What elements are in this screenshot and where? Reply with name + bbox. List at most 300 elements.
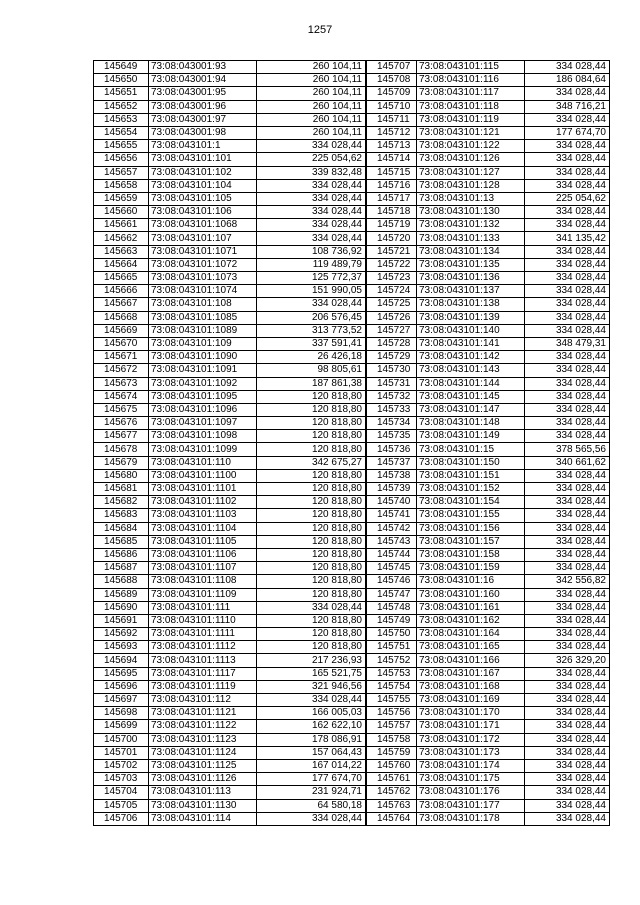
row-number-cell: 145668 <box>94 311 149 324</box>
value-cell: 225 054,62 <box>525 192 610 205</box>
value-cell: 334 028,44 <box>257 232 366 245</box>
value-cell: 334 028,44 <box>525 219 610 232</box>
cadastral-number-cell: 73:08:043101:1089 <box>149 324 257 337</box>
row-number-cell: 145763 <box>367 799 417 812</box>
value-cell: 162 622,10 <box>257 720 366 733</box>
table-row <box>94 100 366 113</box>
cadastral-number-cell: 73:08:043101:118 <box>417 100 525 113</box>
row-number-cell: 145741 <box>367 509 417 522</box>
value-cell: 334 028,44 <box>525 773 610 786</box>
value-cell: 334 028,44 <box>525 667 610 680</box>
table-row <box>367 153 610 166</box>
row-number-cell: 145696 <box>94 680 149 693</box>
row-number-cell: 145748 <box>367 601 417 614</box>
cadastral-number-cell: 73:08:043101:133 <box>417 232 525 245</box>
table-row <box>367 337 610 350</box>
row-number-cell: 145699 <box>94 720 149 733</box>
value-cell: 334 028,44 <box>257 812 366 825</box>
row-number-cell: 145746 <box>367 575 417 588</box>
table-row <box>367 443 610 456</box>
value-cell: 334 028,44 <box>525 733 610 746</box>
page-number: 1257 <box>307 24 333 36</box>
value-cell: 342 675,27 <box>257 456 366 469</box>
right-table-body <box>367 61 610 826</box>
value-cell: 326 329,20 <box>525 654 610 667</box>
row-number-cell: 145730 <box>367 364 417 377</box>
value-cell: 177 674,70 <box>525 126 610 139</box>
cadastral-number-cell: 73:08:043101:162 <box>417 614 525 627</box>
value-cell: 120 818,80 <box>257 588 366 601</box>
cadastral-number-cell: 73:08:043101:111 <box>149 601 257 614</box>
table-row <box>94 654 366 667</box>
row-number-cell: 145719 <box>367 219 417 232</box>
table-row <box>367 285 610 298</box>
row-number-cell: 145701 <box>94 746 149 759</box>
row-number-cell: 145697 <box>94 694 149 707</box>
value-cell: 334 028,44 <box>525 285 610 298</box>
table-row <box>367 680 610 693</box>
value-cell: 334 028,44 <box>525 403 610 416</box>
cadastral-number-cell: 73:08:043101:165 <box>417 641 525 654</box>
cadastral-number-cell: 73:08:043101:1119 <box>149 680 257 693</box>
value-cell: 334 028,44 <box>525 614 610 627</box>
row-number-cell: 145655 <box>94 140 149 153</box>
row-number-cell: 145732 <box>367 390 417 403</box>
value-cell: 339 832,48 <box>257 166 366 179</box>
cadastral-number-cell: 73:08:043101:110 <box>149 456 257 469</box>
row-number-cell: 145729 <box>367 351 417 364</box>
cadastral-number-cell: 73:08:043101:130 <box>417 206 525 219</box>
table-row <box>367 351 610 364</box>
value-cell: 206 576,45 <box>257 311 366 324</box>
table-row <box>94 456 366 469</box>
table-row <box>367 588 610 601</box>
row-number-cell: 145709 <box>367 87 417 100</box>
cadastral-number-cell: 73:08:043101:1073 <box>149 272 257 285</box>
cadastral-number-cell: 73:08:043101:1068 <box>149 219 257 232</box>
table-row <box>367 601 610 614</box>
cadastral-number-cell: 73:08:043101:114 <box>149 812 257 825</box>
right-cadastral-table <box>366 60 610 826</box>
row-number-cell: 145650 <box>94 74 149 87</box>
table-row <box>94 641 366 654</box>
row-number-cell: 145761 <box>367 773 417 786</box>
row-number-cell: 145693 <box>94 641 149 654</box>
row-number-cell: 145742 <box>367 522 417 535</box>
cadastral-number-cell: 73:08:043101:164 <box>417 628 525 641</box>
table-row <box>94 588 366 601</box>
cadastral-number-cell: 73:08:043101:117 <box>417 87 525 100</box>
table-row <box>94 773 366 786</box>
table-row <box>94 575 366 588</box>
cadastral-number-cell: 73:08:043101:151 <box>417 469 525 482</box>
table-row <box>94 535 366 548</box>
row-number-cell: 145679 <box>94 456 149 469</box>
row-number-cell: 145718 <box>367 206 417 219</box>
cadastral-number-cell: 73:08:043101:148 <box>417 417 525 430</box>
row-number-cell: 145675 <box>94 403 149 416</box>
value-cell: 334 028,44 <box>525 746 610 759</box>
row-number-cell: 145713 <box>367 140 417 153</box>
row-number-cell: 145717 <box>367 192 417 205</box>
row-number-cell: 145672 <box>94 364 149 377</box>
row-number-cell: 145751 <box>367 641 417 654</box>
cadastral-number-cell: 73:08:043101:135 <box>417 258 525 271</box>
value-cell: 167 014,22 <box>257 759 366 772</box>
row-number-cell: 145710 <box>367 100 417 113</box>
row-number-cell: 145721 <box>367 245 417 258</box>
value-cell: 334 028,44 <box>257 694 366 707</box>
value-cell: 120 818,80 <box>257 614 366 627</box>
table-row <box>367 575 610 588</box>
cadastral-number-cell: 73:08:043001:96 <box>149 100 257 113</box>
row-number-cell: 145755 <box>367 694 417 707</box>
cadastral-number-cell: 73:08:043101:1124 <box>149 746 257 759</box>
row-number-cell: 145684 <box>94 522 149 535</box>
table-row <box>94 562 366 575</box>
value-cell: 334 028,44 <box>525 786 610 799</box>
cadastral-number-cell: 73:08:043101:160 <box>417 588 525 601</box>
table-row <box>367 759 610 772</box>
row-number-cell: 145660 <box>94 206 149 219</box>
row-number-cell: 145694 <box>94 654 149 667</box>
table-row <box>367 641 610 654</box>
row-number-cell: 145706 <box>94 812 149 825</box>
row-number-cell: 145724 <box>367 285 417 298</box>
table-row <box>94 417 366 430</box>
row-number-cell: 145764 <box>367 812 417 825</box>
cadastral-number-cell: 73:08:043101:1112 <box>149 641 257 654</box>
cadastral-number-cell: 73:08:043101:150 <box>417 456 525 469</box>
value-cell: 334 028,44 <box>257 140 366 153</box>
row-number-cell: 145662 <box>94 232 149 245</box>
row-number-cell: 145726 <box>367 311 417 324</box>
table-row <box>94 337 366 350</box>
table-row <box>94 219 366 232</box>
row-number-cell: 145659 <box>94 192 149 205</box>
value-cell: 334 028,44 <box>525 694 610 707</box>
table-row <box>94 694 366 707</box>
table-row <box>367 403 610 416</box>
table-row <box>367 192 610 205</box>
table-row <box>367 324 610 337</box>
table-row <box>367 562 610 575</box>
cadastral-number-cell: 73:08:043101:16 <box>417 575 525 588</box>
value-cell: 334 028,44 <box>525 496 610 509</box>
table-row <box>367 707 610 720</box>
row-number-cell: 145735 <box>367 430 417 443</box>
row-number-cell: 145731 <box>367 377 417 390</box>
table-row <box>367 298 610 311</box>
table-row <box>367 179 610 192</box>
cadastral-number-cell: 73:08:043101:175 <box>417 773 525 786</box>
cadastral-number-cell: 73:08:043101:119 <box>417 113 525 126</box>
cadastral-number-cell: 73:08:043101:142 <box>417 351 525 364</box>
value-cell: 186 084,64 <box>525 74 610 87</box>
value-cell: 334 028,44 <box>525 377 610 390</box>
cadastral-number-cell: 73:08:043101:108 <box>149 298 257 311</box>
value-cell: 120 818,80 <box>257 483 366 496</box>
cadastral-number-cell: 73:08:043101:1130 <box>149 799 257 812</box>
cadastral-number-cell: 73:08:043101:132 <box>417 219 525 232</box>
cadastral-number-cell: 73:08:043101:1122 <box>149 720 257 733</box>
row-number-cell: 145702 <box>94 759 149 772</box>
row-number-cell: 145676 <box>94 417 149 430</box>
row-number-cell: 145666 <box>94 285 149 298</box>
cadastral-number-cell: 73:08:043101:149 <box>417 430 525 443</box>
row-number-cell: 145728 <box>367 337 417 350</box>
value-cell: 342 556,82 <box>525 575 610 588</box>
value-cell: 26 426,18 <box>257 351 366 364</box>
value-cell: 165 521,75 <box>257 667 366 680</box>
table-row <box>94 258 366 271</box>
table-row <box>94 509 366 522</box>
cadastral-number-cell: 73:08:043101:134 <box>417 245 525 258</box>
table-row <box>94 680 366 693</box>
cadastral-number-cell: 73:08:043101:1074 <box>149 285 257 298</box>
value-cell: 157 064,43 <box>257 746 366 759</box>
value-cell: 260 104,11 <box>257 61 366 74</box>
cadastral-number-cell: 73:08:043101:15 <box>417 443 525 456</box>
row-number-cell: 145759 <box>367 746 417 759</box>
row-number-cell: 145665 <box>94 272 149 285</box>
cadastral-number-cell: 73:08:043101:126 <box>417 153 525 166</box>
row-number-cell: 145670 <box>94 337 149 350</box>
value-cell: 341 135,42 <box>525 232 610 245</box>
row-number-cell: 145692 <box>94 628 149 641</box>
value-cell: 340 661,62 <box>525 456 610 469</box>
table-row <box>94 166 366 179</box>
row-number-cell: 145691 <box>94 614 149 627</box>
cadastral-number-cell: 73:08:043101:1111 <box>149 628 257 641</box>
row-number-cell: 145734 <box>367 417 417 430</box>
value-cell: 334 028,44 <box>525 61 610 74</box>
table-row <box>94 232 366 245</box>
table-row <box>367 272 610 285</box>
row-number-cell: 145681 <box>94 483 149 496</box>
row-number-cell: 145651 <box>94 87 149 100</box>
value-cell: 260 104,11 <box>257 100 366 113</box>
cadastral-number-cell: 73:08:043101:140 <box>417 324 525 337</box>
cadastral-number-cell: 73:08:043101:1105 <box>149 535 257 548</box>
row-number-cell: 145669 <box>94 324 149 337</box>
row-number-cell: 145703 <box>94 773 149 786</box>
cadastral-number-cell: 73:08:043101:1091 <box>149 364 257 377</box>
value-cell: 334 028,44 <box>525 140 610 153</box>
row-number-cell: 145685 <box>94 535 149 548</box>
value-cell: 334 028,44 <box>525 324 610 337</box>
value-cell: 334 028,44 <box>525 272 610 285</box>
value-cell: 348 479,31 <box>525 337 610 350</box>
value-cell: 120 818,80 <box>257 443 366 456</box>
table-row <box>367 456 610 469</box>
value-cell: 217 236,93 <box>257 654 366 667</box>
cadastral-number-cell: 73:08:043101:107 <box>149 232 257 245</box>
cadastral-number-cell: 73:08:043101:102 <box>149 166 257 179</box>
table-row <box>94 351 366 364</box>
table-row <box>367 509 610 522</box>
value-cell: 177 674,70 <box>257 773 366 786</box>
value-cell: 187 861,38 <box>257 377 366 390</box>
value-cell: 334 028,44 <box>257 298 366 311</box>
cadastral-number-cell: 73:08:043101:158 <box>417 548 525 561</box>
table-row <box>94 61 366 74</box>
value-cell: 334 028,44 <box>525 258 610 271</box>
row-number-cell: 145657 <box>94 166 149 179</box>
value-cell: 337 591,41 <box>257 337 366 350</box>
row-number-cell: 145695 <box>94 667 149 680</box>
cadastral-number-cell: 73:08:043101:1095 <box>149 390 257 403</box>
cadastral-number-cell: 73:08:043101:1100 <box>149 469 257 482</box>
table-row <box>367 113 610 126</box>
table-row <box>94 403 366 416</box>
row-number-cell: 145663 <box>94 245 149 258</box>
value-cell: 334 028,44 <box>525 113 610 126</box>
table-row <box>94 153 366 166</box>
cadastral-number-cell: 73:08:043101:1121 <box>149 707 257 720</box>
cadastral-number-cell: 73:08:043101:1117 <box>149 667 257 680</box>
table-row <box>367 417 610 430</box>
table-row <box>367 496 610 509</box>
row-number-cell: 145743 <box>367 535 417 548</box>
row-number-cell: 145756 <box>367 707 417 720</box>
value-cell: 334 028,44 <box>257 601 366 614</box>
table-row <box>94 140 366 153</box>
table-row <box>94 522 366 535</box>
table-row <box>94 496 366 509</box>
cadastral-number-cell: 73:08:043101:127 <box>417 166 525 179</box>
cadastral-number-cell: 73:08:043101:122 <box>417 140 525 153</box>
table-row <box>367 667 610 680</box>
row-number-cell: 145654 <box>94 126 149 139</box>
value-cell: 348 716,21 <box>525 100 610 113</box>
row-number-cell: 145677 <box>94 430 149 443</box>
cadastral-number-cell: 73:08:043001:98 <box>149 126 257 139</box>
row-number-cell: 145715 <box>367 166 417 179</box>
value-cell: 125 772,37 <box>257 272 366 285</box>
row-number-cell: 145725 <box>367 298 417 311</box>
table-row <box>94 667 366 680</box>
cadastral-number-cell: 73:08:043101:1098 <box>149 430 257 443</box>
value-cell: 334 028,44 <box>525 562 610 575</box>
row-number-cell: 145739 <box>367 483 417 496</box>
row-number-cell: 145752 <box>367 654 417 667</box>
value-cell: 120 818,80 <box>257 403 366 416</box>
value-cell: 334 028,44 <box>525 483 610 496</box>
value-cell: 120 818,80 <box>257 522 366 535</box>
cadastral-number-cell: 73:08:043101:166 <box>417 654 525 667</box>
value-cell: 334 028,44 <box>525 548 610 561</box>
table-row <box>367 720 610 733</box>
table-row <box>367 166 610 179</box>
cadastral-number-cell: 73:08:043101:167 <box>417 667 525 680</box>
value-cell: 64 580,18 <box>257 799 366 812</box>
value-cell: 334 028,44 <box>257 192 366 205</box>
table-row <box>367 522 610 535</box>
value-cell: 334 028,44 <box>525 509 610 522</box>
cadastral-number-cell: 73:08:043101:172 <box>417 733 525 746</box>
row-number-cell: 145656 <box>94 153 149 166</box>
cadastral-number-cell: 73:08:043101:112 <box>149 694 257 707</box>
table-row <box>367 232 610 245</box>
row-number-cell: 145727 <box>367 324 417 337</box>
row-number-cell: 145738 <box>367 469 417 482</box>
row-number-cell: 145712 <box>367 126 417 139</box>
row-number-cell: 145682 <box>94 496 149 509</box>
table-row <box>94 812 366 825</box>
cadastral-number-cell: 73:08:043101:161 <box>417 601 525 614</box>
table-row <box>367 74 610 87</box>
value-cell: 334 028,44 <box>525 720 610 733</box>
row-number-cell: 145723 <box>367 272 417 285</box>
value-cell: 334 028,44 <box>525 680 610 693</box>
value-cell: 260 104,11 <box>257 126 366 139</box>
table-row <box>367 614 610 627</box>
table-row <box>94 87 366 100</box>
value-cell: 120 818,80 <box>257 628 366 641</box>
row-number-cell: 145700 <box>94 733 149 746</box>
cadastral-number-cell: 73:08:043101:106 <box>149 206 257 219</box>
table-row <box>367 469 610 482</box>
cadastral-number-cell: 73:08:043101:174 <box>417 759 525 772</box>
row-number-cell: 145737 <box>367 456 417 469</box>
table-row <box>367 364 610 377</box>
row-number-cell: 145649 <box>94 61 149 74</box>
table-row <box>367 430 610 443</box>
value-cell: 334 028,44 <box>257 206 366 219</box>
cadastral-number-cell: 73:08:043101:1101 <box>149 483 257 496</box>
cadastral-number-cell: 73:08:043101:1113 <box>149 654 257 667</box>
value-cell: 334 028,44 <box>257 179 366 192</box>
table-row <box>367 390 610 403</box>
table-row <box>367 100 610 113</box>
row-number-cell: 145671 <box>94 351 149 364</box>
value-cell: 151 990,05 <box>257 285 366 298</box>
cadastral-number-cell: 73:08:043101:171 <box>417 720 525 733</box>
cadastral-number-cell: 73:08:043101:1092 <box>149 377 257 390</box>
table-row <box>94 285 366 298</box>
cadastral-number-cell: 73:08:043101:156 <box>417 522 525 535</box>
value-cell: 313 773,52 <box>257 324 366 337</box>
row-number-cell: 145711 <box>367 113 417 126</box>
cadastral-number-cell: 73:08:043101:1072 <box>149 258 257 271</box>
row-number-cell: 145757 <box>367 720 417 733</box>
value-cell: 334 028,44 <box>525 430 610 443</box>
row-number-cell: 145744 <box>367 548 417 561</box>
value-cell: 334 028,44 <box>525 153 610 166</box>
row-number-cell: 145714 <box>367 153 417 166</box>
cadastral-number-cell: 73:08:043101:1106 <box>149 548 257 561</box>
table-row <box>94 192 366 205</box>
row-number-cell: 145686 <box>94 548 149 561</box>
row-number-cell: 145749 <box>367 614 417 627</box>
table-row <box>94 390 366 403</box>
cadastral-number-cell: 73:08:043101:138 <box>417 298 525 311</box>
table-row <box>94 746 366 759</box>
cadastral-number-cell: 73:08:043101:1071 <box>149 245 257 258</box>
row-number-cell: 145667 <box>94 298 149 311</box>
table-row <box>94 364 366 377</box>
cadastral-number-cell: 73:08:043101:147 <box>417 403 525 416</box>
cadastral-number-cell: 73:08:043101:1085 <box>149 311 257 324</box>
value-cell: 120 818,80 <box>257 575 366 588</box>
table-row <box>367 87 610 100</box>
row-number-cell: 145760 <box>367 759 417 772</box>
left-table-body <box>94 61 366 826</box>
table-row <box>94 614 366 627</box>
table-row <box>367 733 610 746</box>
cadastral-number-cell: 73:08:043101:177 <box>417 799 525 812</box>
